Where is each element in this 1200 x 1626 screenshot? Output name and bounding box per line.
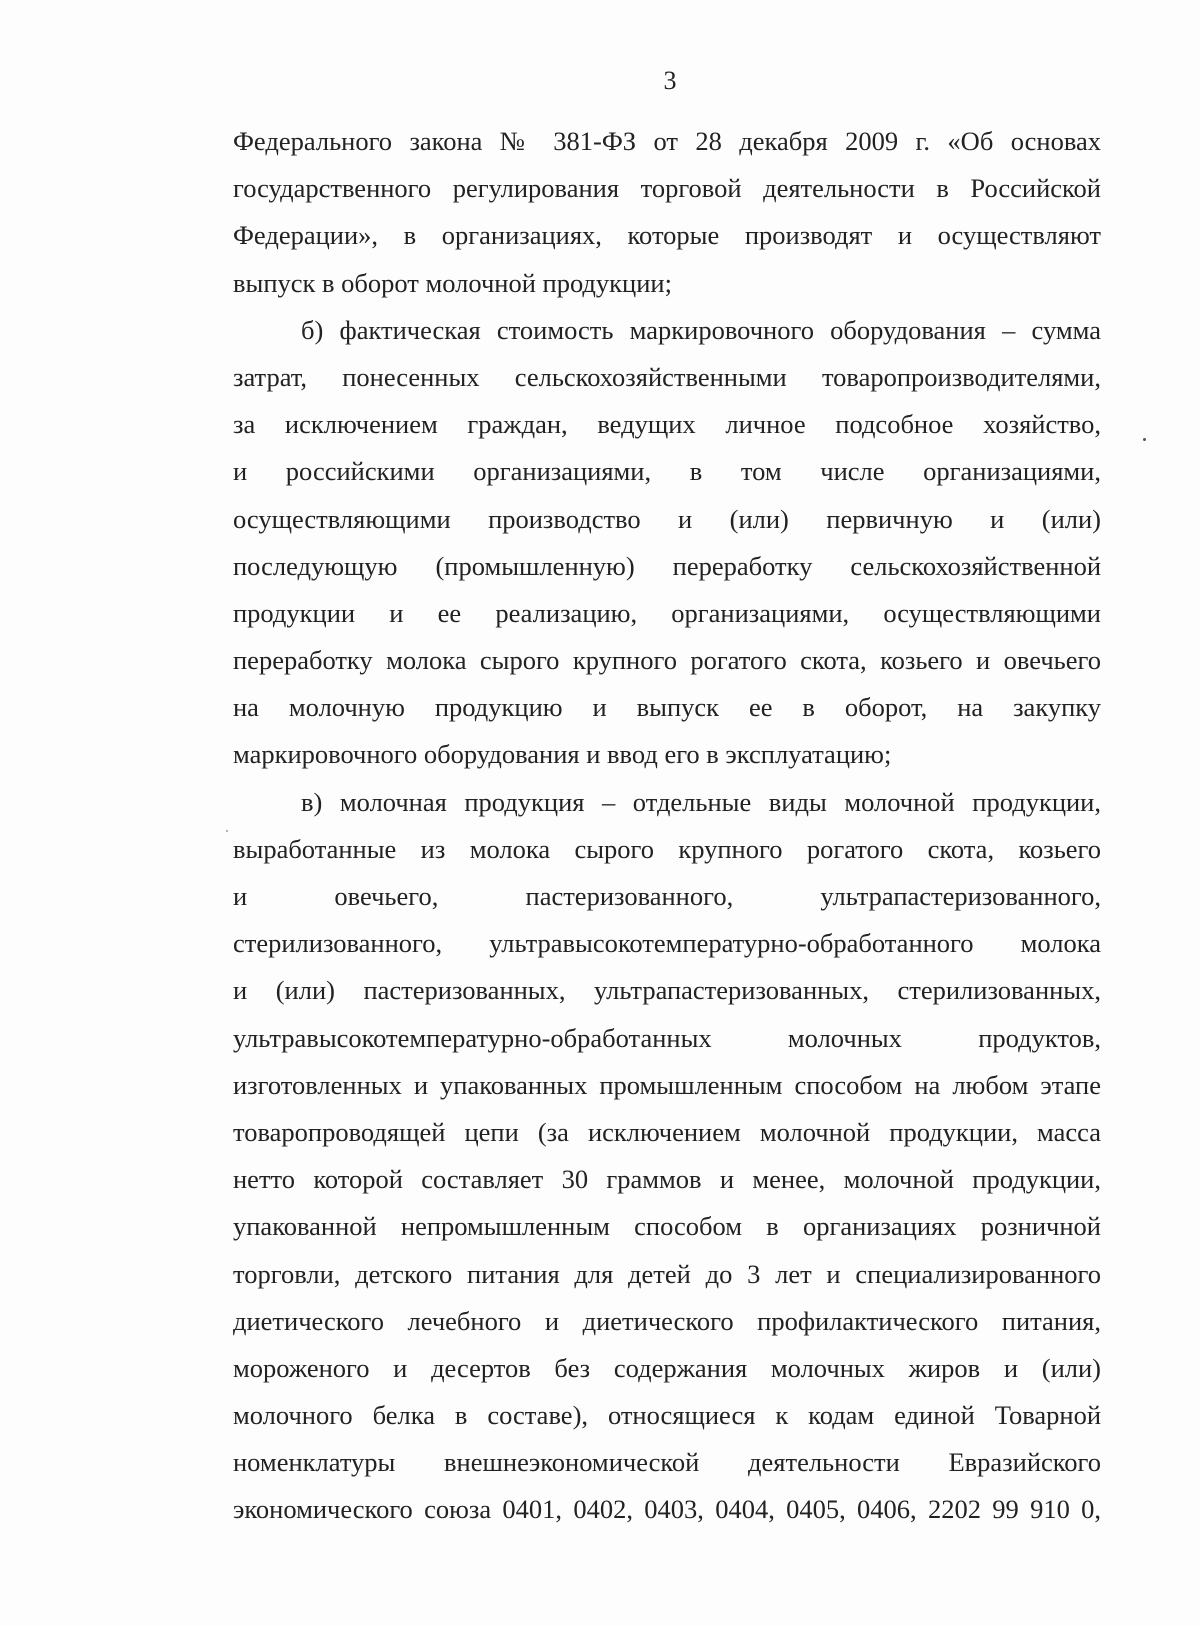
text-line: б) фактическая стоимость маркировочного оборудования – сумма	[301, 314, 1101, 345]
paragraph-intro	[233, 118, 1101, 307]
text-line: и овечьего, пастеризованного, ультрапастеризованного,	[233, 881, 1101, 911]
text-line: продукции и ее реализацию, организациями, осуществляющими	[233, 597, 1101, 628]
text-line: в) молочная продукция – отдельные виды молочной продукции,	[301, 786, 1101, 817]
text-line: на молочную продукцию и выпуск ее в оборот, на закупку	[233, 692, 1101, 723]
paragraph-item-v	[233, 779, 1101, 1534]
page-number: 3	[663, 66, 677, 95]
text-line: за исключением граждан, ведущих личное подсобное хозяйство,	[233, 409, 1101, 440]
text-line: экономического союза 0401, 0402, 0403, 0404, 0405, 0406, 2202 99 910 0,	[233, 1494, 1101, 1525]
text-line: маркировочного оборудования и ввод его в эксплуатацию;	[233, 739, 892, 770]
text-line: и российскими организациями, в том числе организациями,	[233, 456, 1101, 487]
text-line: торговли, детского питания для детей до 3 лет и специализированного	[233, 1258, 1101, 1289]
text-line: Федерации», в организациях, которые производят и осуществляют	[233, 220, 1101, 251]
text-line: ультравысокотемпературно-обработанных молочных продуктов,	[233, 1022, 1101, 1053]
text-line: изготовленных и упакованных промышленным способом на любом этапе	[233, 1069, 1101, 1100]
paragraph-item-b	[233, 307, 1101, 779]
text-line: нетто которой составляет 30 граммов и менее, молочной продукции,	[233, 1164, 1101, 1195]
text-line: молочного белка в составе), относящиеся к кодам единой Товарной	[233, 1400, 1101, 1431]
text-line: затрат, понесенных сельскохозяйственными товаропроизводителями,	[233, 361, 1101, 392]
text-line: осуществляющими производство и (или) первичную и (или)	[233, 503, 1101, 534]
text-line: Федерального закона № 381-ФЗ от 28 декабря 2009 г. «Об основах	[233, 126, 1101, 156]
scan-speck	[226, 830, 228, 832]
scan-speck	[1143, 438, 1146, 441]
text-line: номенклатуры внешнеэкономической деятельности Евразийского	[233, 1447, 1101, 1478]
text-line: стерилизованного, ультравысокотемпературно-обработанного молока	[233, 928, 1101, 959]
text-line: последующую (промышленную) переработку сельскохозяйственной	[233, 550, 1101, 581]
text-line: товаропроводящей цепи (за исключением молочной продукции, масса	[233, 1116, 1101, 1147]
text-line: выработанные из молока сырого крупного рогатого скота, козьего	[233, 833, 1101, 864]
text-line: и (или) пастеризованных, ультрапастеризованных, стерилизованных,	[233, 975, 1101, 1006]
text-line: государственного регулирования торговой деятельности в Российской	[233, 173, 1101, 204]
document-body	[233, 118, 1101, 1534]
text-line: мороженого и десертов без содержания молочных жиров и (или)	[233, 1352, 1101, 1383]
text-line: переработку молока сырого крупного рогатого скота, козьего и овечьего	[233, 645, 1101, 676]
text-line: диетического лечебного и диетического профилактического питания,	[233, 1305, 1101, 1336]
text-line: упакованной непромышленным способом в организациях розничной	[233, 1211, 1101, 1242]
text-line: выпуск в оборот молочной продукции;	[233, 267, 672, 298]
